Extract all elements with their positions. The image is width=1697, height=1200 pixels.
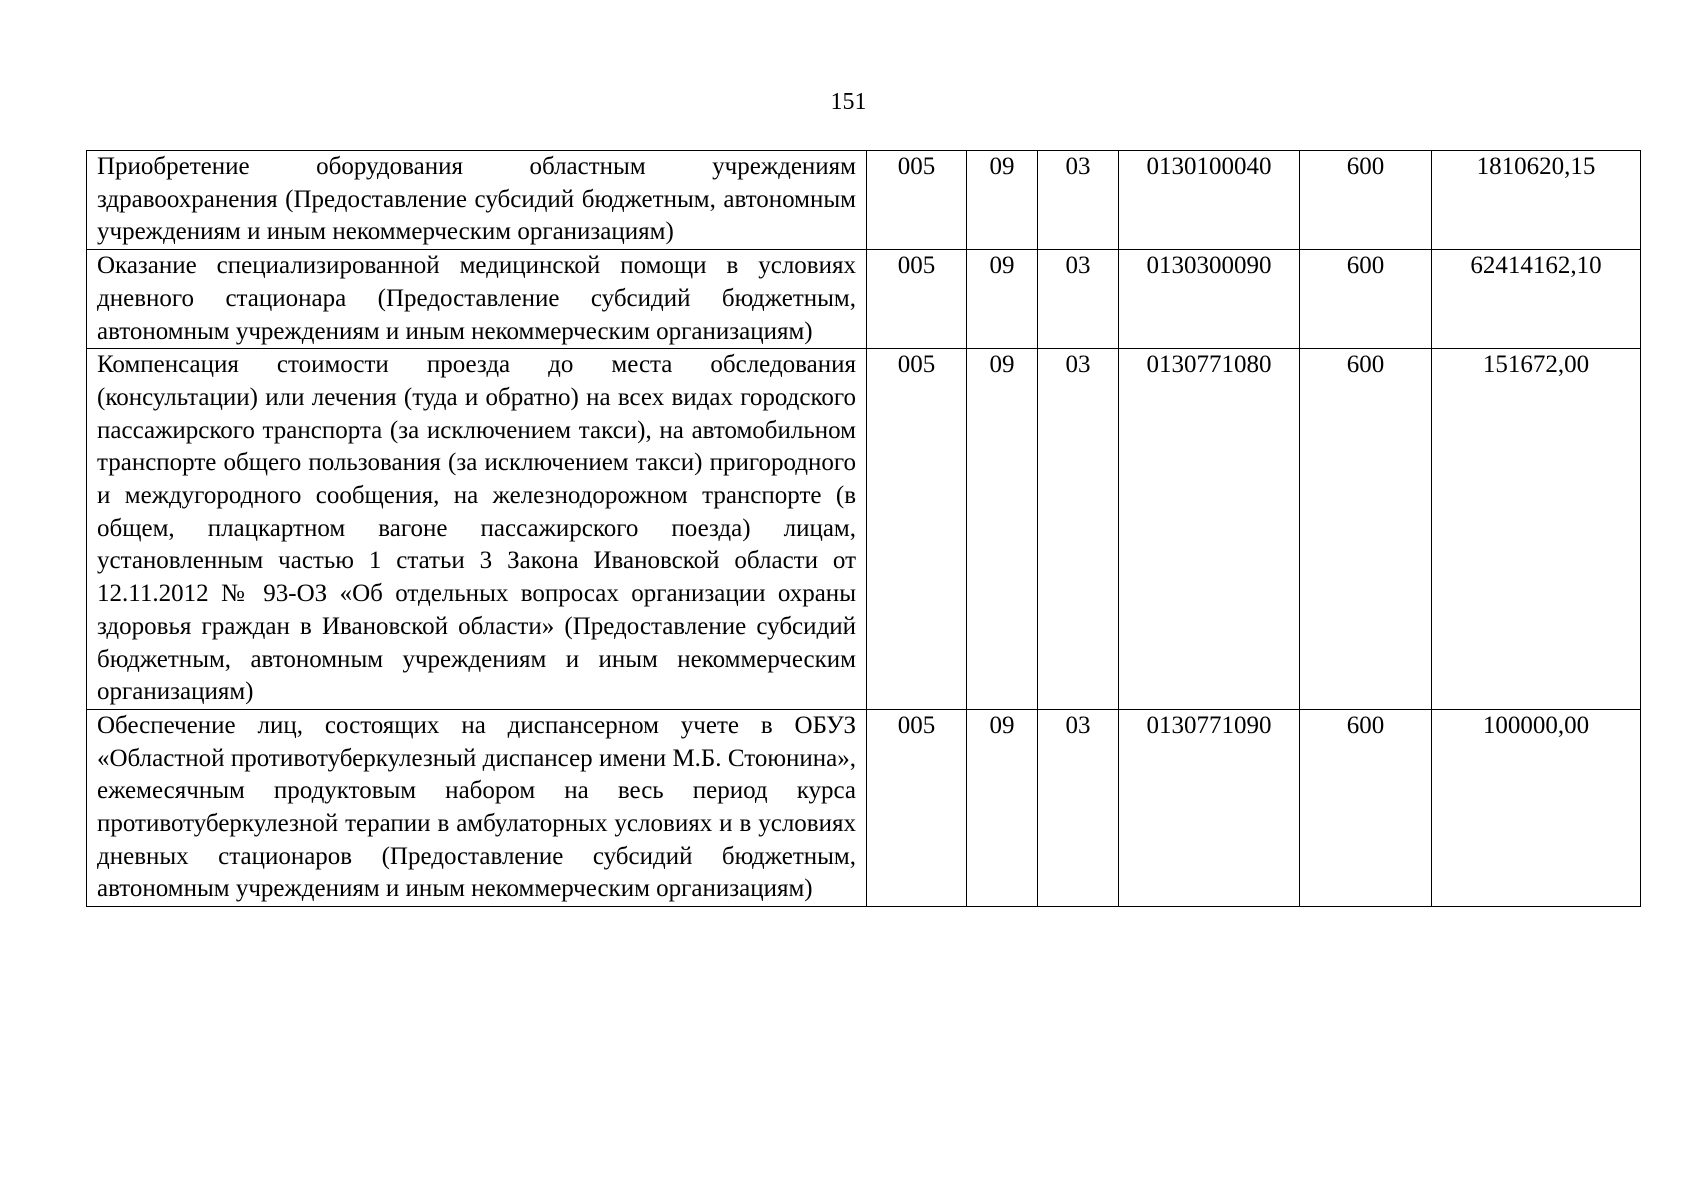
- amount-cell: 100000,00: [1432, 709, 1641, 906]
- vr-code-cell: 600: [1300, 151, 1432, 250]
- table-row: [87, 349, 1641, 710]
- vr-code-cell: 600: [1300, 250, 1432, 349]
- expense-name-cell: Приобретение оборудования областным учреждениям здравоохранения (Предоставление субсидий бюджетным, автономным учреждениям и иным некоммерческим организациям): [87, 151, 867, 250]
- csr-code-cell: 0130100040: [1119, 151, 1300, 250]
- gr-code-cell: 005: [867, 250, 967, 349]
- gr-code-cell: 005: [867, 709, 967, 906]
- table-row: [87, 151, 1641, 250]
- gr-code-cell: 005: [867, 349, 967, 710]
- rz-code-cell: 09: [967, 349, 1038, 710]
- expense-name-cell: Оказание специализированной медицинской помощи в условиях дневного стационара (Предоставление субсидий бюджетным, автономным учреждениям и иным некоммерческим организациям): [87, 250, 867, 349]
- amount-cell: 62414162,10: [1432, 250, 1641, 349]
- csr-code-cell: 0130300090: [1119, 250, 1300, 349]
- expense-name-cell: Компенсация стоимости проезда до места обследования (консультации) или лечения (туда и обратно) на всех видах городского пассажирского транспорта (за исключением такси), на автомобильном транспорте общего пользования (за исключением такси) пригородного и междугородного сообщения, на железнодорожном транспорте (в общем, плацкартном вагоне пассажирского поезда) лицам, установленным частью 1 статьи 3 Закона Ивановской области от 12.11.2012 № 93-ОЗ «Об отдельных вопросах организации охраны здоровья граждан в Ивановской области» (Предоставление субсидий бюджетным, автономным учреждениям и иным некоммерческим организациям): [87, 349, 867, 710]
- rz-code-cell: 09: [967, 709, 1038, 906]
- page-number: 151: [830, 89, 867, 115]
- pr-code-cell: 03: [1038, 349, 1119, 710]
- rz-code-cell: 09: [967, 250, 1038, 349]
- pr-code-cell: 03: [1038, 709, 1119, 906]
- rz-code-cell: 09: [967, 151, 1038, 250]
- expense-name-cell: Обеспечение лиц, состоящих на диспансерном учете в ОБУЗ «Областной противотуберкулезный диспансер имени М.Б. Стоюнина», ежемесячным продуктовым набором на весь период курса противотуберкулезной терапии в амбулаторных условиях и в условиях дневных стационаров (Предоставление субсидий бюджетным, автономным учреждениям и иным некоммерческим организациям): [87, 709, 867, 906]
- pr-code-cell: 03: [1038, 151, 1119, 250]
- table-row: [87, 709, 1641, 906]
- csr-code-cell: 0130771080: [1119, 349, 1300, 710]
- budget-table: [86, 150, 1641, 907]
- amount-cell: 1810620,15: [1432, 151, 1641, 250]
- vr-code-cell: 600: [1300, 349, 1432, 710]
- amount-cell: 151672,00: [1432, 349, 1641, 710]
- gr-code-cell: 005: [867, 151, 967, 250]
- vr-code-cell: 600: [1300, 709, 1432, 906]
- table-row: [87, 250, 1641, 349]
- csr-code-cell: 0130771090: [1119, 709, 1300, 906]
- pr-code-cell: 03: [1038, 250, 1119, 349]
